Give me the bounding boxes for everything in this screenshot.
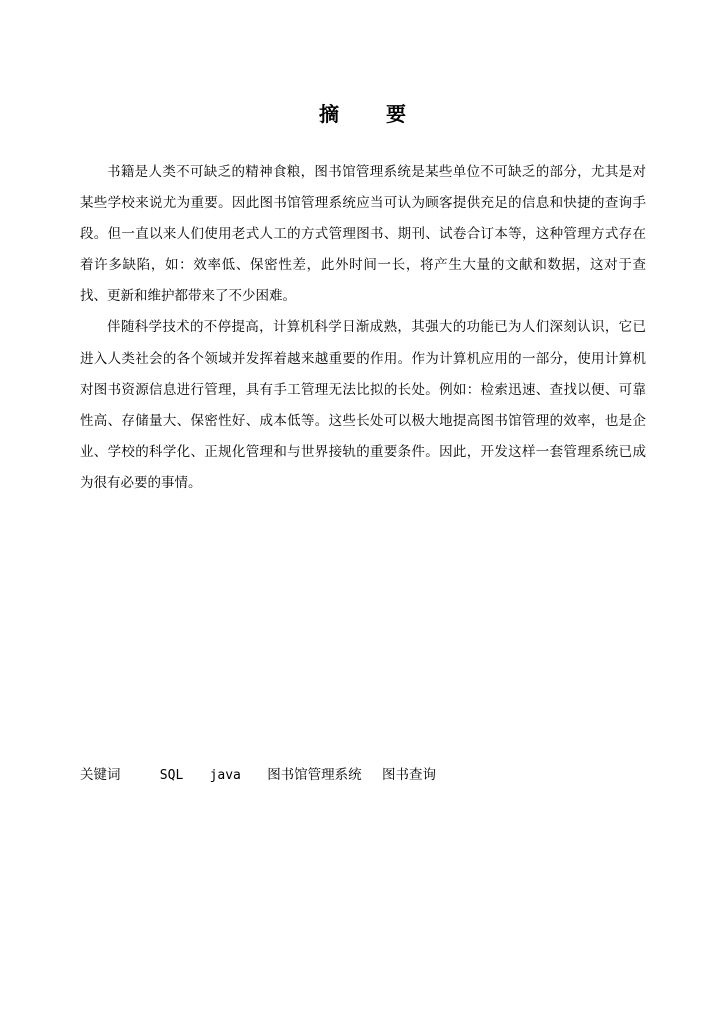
keyword-item: 图书查询 — [381, 767, 436, 783]
keyword-item: java — [209, 768, 241, 783]
abstract-paragraph-1: 书籍是人类不可缺乏的精神食粮，图书馆管理系统是某些单位不可缺乏的部分，尤其是对某些学校来说尤为重要。因此图书馆管理系统应当可认为顾客提供充足的信息和快捷的查询手段。但一直以来人们使用老式人工的方式管理图书、期刊、试卷合订本等，这种管理方式存在着许多缺陷，如：效率低、保密性差，此外时间一长，将产生大量的文献和数据，这对于查找、更新和维护都带来了不少困难。 — [80, 164, 646, 305]
keyword-item: 图书馆管理系统 — [267, 767, 362, 783]
abstract-paragraph-2: 伴随科学技术的不停提高，计算机科学日渐成熟，其强大的功能已为人们深刻认识，它已进入人类社会的各个领域并发挥着越来越重要的作用。作为计算机应用的一部分，使用计算机对图书资源信息进行管理，具有手工管理无法比拟的长处。例如：检索迅速、查找以便、可靠性高、存储量大、保密性好、成本低等。这些长处可以极大地提高图书馆管理的效率，也是企业、学校的科学化、正规化管理和与世界接轨的重要条件。因此，开发这样一套管理系统已成为很有必要的事情。 — [80, 319, 646, 491]
abstract-body — [80, 157, 646, 499]
abstract-title: 摘 要 — [319, 102, 426, 126]
keyword-item: SQL — [159, 768, 184, 783]
keywords-label: 关键词 — [80, 767, 121, 783]
keywords-line — [80, 763, 646, 788]
